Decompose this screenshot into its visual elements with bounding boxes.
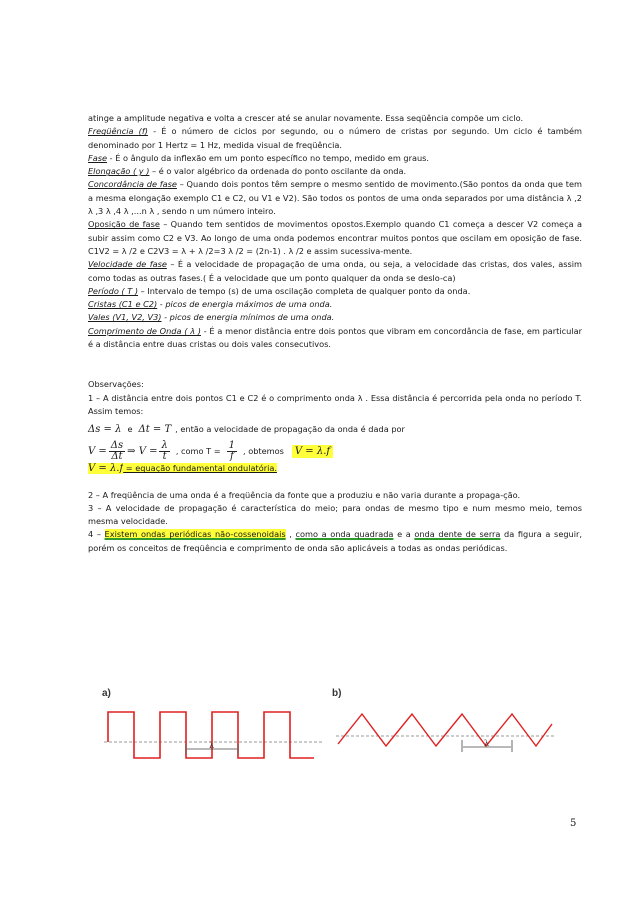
highlight-sawtooth: onda dente de serra: [414, 529, 501, 540]
fraction-ds-dt: $\frac{\Delta s}{\Delta t}$: [110, 439, 124, 462]
fraction-lambda-t: $\frac{\lambda}{t}$: [161, 439, 168, 462]
spacer: [88, 351, 582, 378]
term-phase-opposition: Oposição de fase: [88, 219, 160, 230]
paragraph-cycle: atinge a amplitude negativa e volta a crescer até se anular novamente. Essa seqüência compõe um ciclo.: [88, 113, 524, 123]
highlight-square-wave: como a onda quadrada: [295, 529, 394, 540]
term-wavelength: Comprimento de Onda ( λ ): [88, 325, 201, 336]
observation-2: 2 – A freqüência de uma onda é a freqüência da fonte que a produziu e não varia durante a propaga-ção.: [88, 489, 521, 500]
math-delta-s: Δs = λ: [88, 423, 122, 435]
def-phase-concordance: Concordância de fase – Quando dois pontos têm sempre o mesmo sentido de movimento.(São pontos da onda que tem a mesma elongação exemplo C1 e C2, ou V1 e V2). São todos os pontos de uma onda separados por uma distância λ ,2 λ ,3 λ ,4 λ ,...n λ , sendo n um número inteiro.: [88, 179, 582, 217]
math-delta-t: Δt = T: [138, 423, 172, 435]
term-frequency: Freqüência (f): [88, 126, 148, 137]
term-phase-velocity: Velocidade de fase: [88, 259, 167, 270]
def-crests: Cristas (C1 e C2) - picos de energia máximos de uma onda.: [88, 299, 333, 310]
fundamental-equation: V = λ.f = equação fundamental ondulatória.: [88, 463, 277, 475]
figure-b-lambda: λ: [484, 739, 490, 748]
def-valleys: Vales (V1, V2, V3) - picos de energia mínimos de uma onda.: [88, 312, 335, 323]
math-row-2: V = $\frac{\Delta s}{\Delta t}$ ⇒ V = $\frac{\lambda}{t}$ , como T = $\frac{1}{f}$ , obtemos V = λ.f: [88, 440, 582, 462]
spacer: [88, 476, 582, 489]
term-phase-concordance: Concordância de fase: [88, 179, 177, 190]
def-phase: Fase - É o ângulo da inflexão em um ponto específico no tempo, medido em graus.: [88, 152, 430, 163]
fraction-1-f: $\frac{1}{f}$: [228, 439, 235, 462]
observation-1: 1 – A distância entre dois pontos C1 e C2 é o comprimento onda λ . Essa distância é percorrida pela onda no período T. Assim temos:: [88, 392, 582, 416]
figure-a-label: a): [102, 688, 111, 699]
def-wavelength: Comprimento de Onda ( λ ) - É a menor distância entre dois pontos que vibram em concordância de fase, em particular é a distância entre duas cristas ou dois vales consecutivos.: [88, 325, 582, 350]
document-body: [88, 112, 582, 555]
term-valleys: Vales (V1, V2, V3): [88, 312, 162, 323]
sawtooth-wave: [338, 714, 552, 746]
def-period: Período ( T ) – Intervalo de tempo (s) de uma oscilação completa de qualquer ponto da onda.: [88, 285, 471, 296]
square-wave: [108, 712, 314, 758]
result-formula: V = λ.f: [292, 445, 333, 458]
term-elongation: Elongação ( y ): [88, 166, 150, 177]
math-row-1: Δs = λ e Δt = T , então a velocidade de propagação da onda é dada por: [88, 423, 405, 435]
figure-b-label: b): [332, 688, 342, 699]
def-phase-velocity: Velocidade de fase – É a velocidade de propagação de uma onda, ou seja, a velocidade das cristas, dos vales, assim como todas as outras fases.( É a velocidade que um ponto qualquer da onda se deslo-ca): [88, 259, 583, 283]
term-crests: Cristas (C1 e C2): [88, 299, 158, 310]
observations-title: Observações:: [88, 379, 144, 390]
term-period: Período ( T ): [88, 285, 139, 296]
highlight-non-cosine: Existem ondas periódicas não-cossenoidais: [104, 529, 286, 540]
wave-figures: [100, 684, 560, 774]
page-number: 5: [570, 818, 577, 829]
def-phase-opposition: Oposição de fase – Quando tem sentidos de movimentos opostos.Exemplo quando C1 começa a descer V2 começa a subir assim como C2 e V3. Ao longo de uma onda podemos encontrar muitos pontos que oscilam em oposição de fase. C1V2 = λ /2 e C2V3 = λ + λ /2=3 λ /2 = (2n-1) . λ /2 e assim sucessiva-mente.: [88, 219, 582, 256]
def-elongation: Elongação ( y ) – é o valor algébrico da ordenada do ponto oscilante da onda.: [88, 166, 407, 177]
figure-a-lambda: λ: [209, 741, 215, 750]
observation-3: 3 – A velocidade de propagação é característica do meio; para ondas de mesmo tipo e num mesmo meio, temos mesma velocidade.: [88, 502, 582, 527]
observation-4: 4 – Existem ondas periódicas não-cossenoidais , como a onda quadrada e a onda dente de serra da figura a seguir, porém os conceitos de freqüência e comprimento de onda são aplicáveis a todas as ondas periódicas.: [88, 529, 582, 553]
term-phase: Fase: [88, 152, 108, 163]
def-frequency: Freqüência (f) - É o número de ciclos por segundo, ou o número de cristas por segundo. Um ciclo é também denominado por 1 Hertz = 1 Hz, medida visual de freqüência.: [88, 126, 582, 150]
